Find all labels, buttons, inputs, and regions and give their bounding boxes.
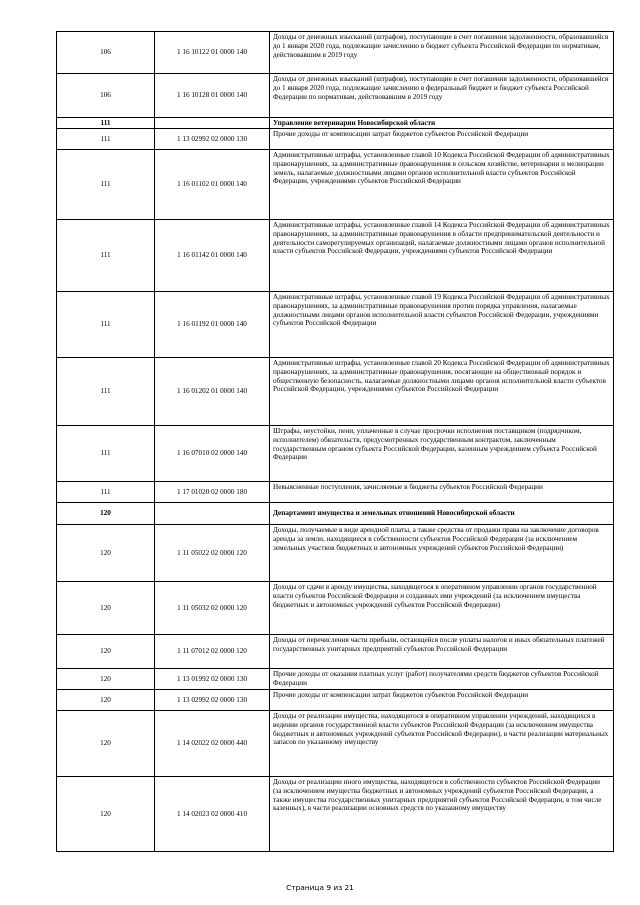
table-row (57, 635, 614, 669)
admin-code-cell: 120 (57, 690, 155, 711)
admin-code-cell: 120 (57, 582, 155, 635)
admin-code-cell: 111 (57, 220, 155, 292)
table-row (57, 220, 614, 292)
revenue-name-cell: Доходы, получаемые в виде арендной платы, а также средства от продажи права на заключение договоров аренды за земли, находящиеся в собственности субъектов Российской Федерации (за исключением земельных участков бюджетных и автономных учреждений субъектов Российской Федерации) (270, 525, 614, 582)
budget-code-cell: 1 13 02992 02 0000 130 (155, 129, 270, 150)
revenue-name-cell: Прочие доходы от компенсации затрат бюджетов субъектов Российской Федерации (270, 129, 614, 150)
table-row (57, 582, 614, 635)
budget-code-cell: 1 14 02022 02 0000 440 (155, 711, 270, 777)
revenue-name-cell: Административные штрафы, установленные главой 14 Кодекса Российской Федерации об административных правонарушениях, за административные правонарушения в области предпринимательской деятельности и деятельности саморегулируемых организаций, налагаемые должностными лицами органов исполнительной власти субъектов Российской Федерации, учреждениями субъектов Российской Федерации (270, 220, 614, 292)
revenue-name-cell: Административные штрафы, установленные главой 10 Кодекса Российской Федерации об административных правонарушениях, за административные правонарушения в сельском хозяйстве, ветеринарии и мелиорации земель, налагаемые должностными лицами органов исполнительной власти субъектов Российской Федерации, учреждениями субъектов Российской Федерации (270, 150, 614, 220)
revenue-name-cell: Прочие доходы от компенсации затрат бюджетов субъектов Российской Федерации (270, 690, 614, 711)
section-header-row (57, 118, 614, 129)
budget-code-cell: 1 16 07010 02 0000 140 (155, 426, 270, 482)
budget-code-cell: 1 17 01020 02 0000 180 (155, 482, 270, 503)
admin-code-cell: 111 (57, 292, 155, 358)
budget-code-cell: 1 13 02992 02 0000 130 (155, 690, 270, 711)
table-row (57, 358, 614, 426)
admin-code-cell: 111 (57, 118, 155, 129)
admin-code-cell: 120 (57, 503, 155, 525)
budget-code-cell: 1 11 07012 02 0000 120 (155, 635, 270, 669)
section-title-cell: Управление ветеринарии Новосибирской области (270, 118, 614, 129)
table-row (57, 74, 614, 118)
budget-revenue-table (56, 31, 614, 852)
admin-code-cell: 120 (57, 711, 155, 777)
section-header-row (57, 503, 614, 525)
table-row (57, 129, 614, 150)
table-row (57, 292, 614, 358)
table-body (57, 32, 614, 852)
admin-code-cell: 111 (57, 358, 155, 426)
admin-code-cell: 111 (57, 426, 155, 482)
budget-code-cell: 1 14 02023 02 0000 410 (155, 777, 270, 852)
table-row (57, 150, 614, 220)
table-row (57, 669, 614, 690)
revenue-name-cell: Невыясненные поступления, зачисляемые в бюджеты субъектов Российской Федерации (270, 482, 614, 503)
budget-code-cell: 1 16 01142 01 0000 140 (155, 220, 270, 292)
budget-code-cell: 1 13 01992 02 0000 130 (155, 669, 270, 690)
budget-code-cell: 1 16 10128 01 0000 140 (155, 74, 270, 118)
table-row (57, 32, 614, 74)
admin-code-cell: 111 (57, 150, 155, 220)
admin-code-cell: 111 (57, 482, 155, 503)
budget-code-cell (155, 503, 270, 525)
budget-code-cell: 1 16 01192 01 0000 140 (155, 292, 270, 358)
admin-code-cell: 120 (57, 669, 155, 690)
admin-code-cell: 111 (57, 129, 155, 150)
section-title-cell: Департамент имущества и земельных отношений Новосибирской области (270, 503, 614, 525)
admin-code-cell: 106 (57, 74, 155, 118)
budget-code-cell (155, 118, 270, 129)
revenue-name-cell: Штрафы, неустойки, пени, уплаченные в случае просрочки исполнения поставщиком (подрядчиком, исполнителем) обязательств, предусмотренных государственным контрактом, заключенным государственным органом субъекта Российской Федерации, казенным учреждением субъекта Российской Федерации (270, 426, 614, 482)
table-row (57, 711, 614, 777)
table-row (57, 690, 614, 711)
budget-code-cell: 1 11 05032 02 0000 120 (155, 582, 270, 635)
page-number: Страница 9 из 21 (286, 883, 354, 892)
revenue-name-cell: Доходы от реализации имущества, находящегося в оперативном управлении учреждений, находящихся в ведении органов государственной власти субъектов Российской Федерации (за исключением имущества бюджетных и автономных учреждений субъектов Российской Федерации), в части реализации материальных запасов по указанному имуществу (270, 711, 614, 777)
budget-code-cell: 1 11 05022 02 0000 120 (155, 525, 270, 582)
budget-code-cell: 1 16 01102 01 0000 140 (155, 150, 270, 220)
revenue-name-cell: Административные штрафы, установленные главой 19 Кодекса Российской Федерации об административных правонарушениях, за административные правонарушения против порядка управления, налагаемые должностными лицами органов исполнительной власти субъектов Российской Федерации, учреждениями субъектов Российской Федерации (270, 292, 614, 358)
revenue-name-cell: Доходы от денежных взысканий (штрафов), поступающие в счет погашения задолженности, образовавшейся до 1 января 2020 года, подлежащие зачислению в федеральный бюджет и бюджет субъекта Российской Федерации по нормативам, действовавшим в 2019 году (270, 74, 614, 118)
table-row (57, 426, 614, 482)
admin-code-cell: 120 (57, 635, 155, 669)
admin-code-cell: 106 (57, 32, 155, 74)
revenue-name-cell: Административные штрафы, установленные главой 20 Кодекса Российской Федерации об административных правонарушениях, за административные правонарушения, посягающие на общественный порядок и общественную безопасность, налагаемые должностными лицами органов исполнительной власти субъектов Российской Федерации, учреждениями субъектов Российской Федерации (270, 358, 614, 426)
table-row (57, 525, 614, 582)
revenue-name-cell: Доходы от денежных взысканий (штрафов), поступающие в счет погашения задолженности, образовавшейся до 1 января 2020 года, подлежащие зачислению в бюджет субъекта Российской Федерации по нормативам, действовавшим в 2019 году (270, 32, 614, 74)
revenue-name-cell: Доходы от реализации иного имущества, находящегося в собственности субъектов Российской Федерации (за исключением имущества бюджетных и автономных учреждений субъектов Российской Федерации, а также имущества государственных унитарных предприятий субъектов Российской Федерации, в том числе казенных), в части реализации основных средств по указанному имуществу (270, 777, 614, 852)
table-row (57, 482, 614, 503)
admin-code-cell: 120 (57, 777, 155, 852)
table-row (57, 777, 614, 852)
revenue-name-cell: Доходы от перечисления части прибыли, остающейся после уплаты налогов и иных обязательных платежей государственных унитарных предприятий субъектов Российской Федерации (270, 635, 614, 669)
budget-code-cell: 1 16 10122 01 0000 140 (155, 32, 270, 74)
admin-code-cell: 120 (57, 525, 155, 582)
budget-code-cell: 1 16 01202 01 0000 140 (155, 358, 270, 426)
revenue-name-cell: Прочие доходы от оказания платных услуг (работ) получателями средств бюджетов субъектов Российской Федерации (270, 669, 614, 690)
revenue-name-cell: Доходы от сдачи в аренду имущества, находящегося в оперативном управлении органов государственной власти субъектов Российской Федерации и созданных ими учреждений (за исключением имущества бюджетных и автономных учреждений субъектов Российской Федерации) (270, 582, 614, 635)
